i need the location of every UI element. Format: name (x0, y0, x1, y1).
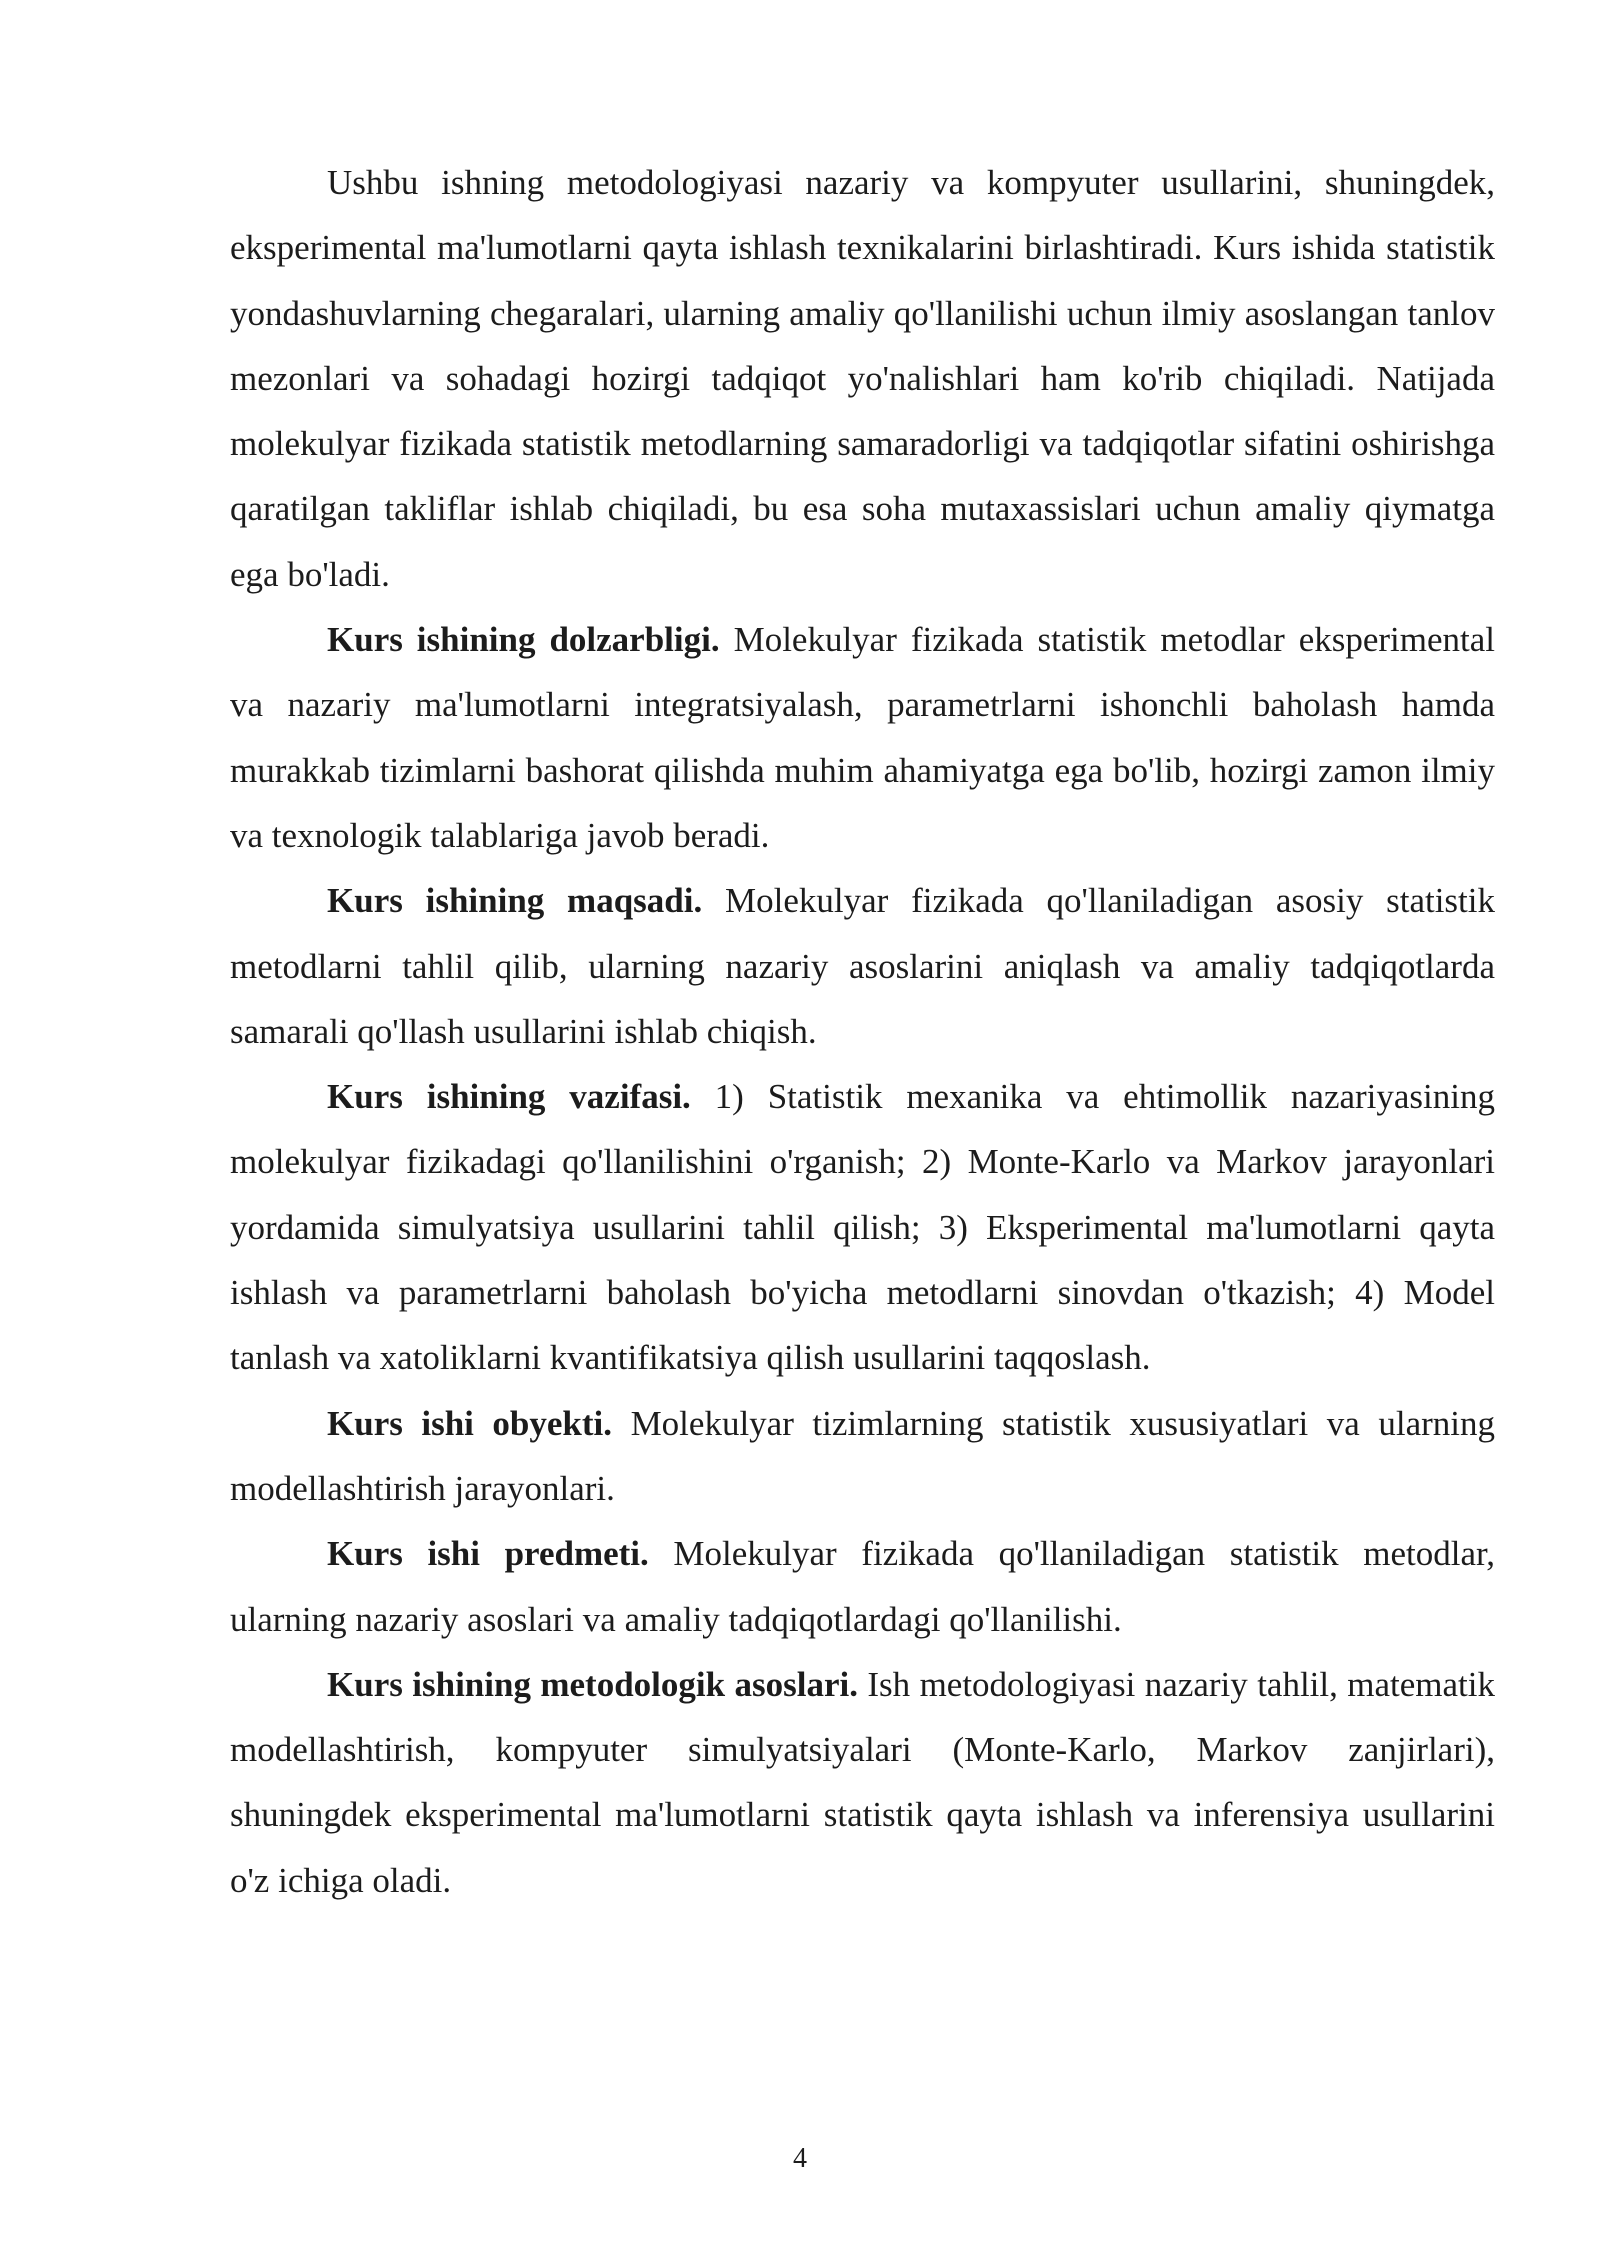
paragraph-object (230, 1391, 1495, 1522)
paragraph-subject (230, 1521, 1495, 1652)
paragraph-text: Ushbu ishning metodologiyasi nazariy va kompyuter usullarini, shuningdek, eksperimental ma'lumotlarni qayta ishlash texnikalarini birlashtiradi. Kurs ishida statistik yondashuvlarning chegaralari, ularning amaliy qo'llanilishi uchun ilmiy asoslangan tanlov mezonlari va sohadagi hozirgi tadqiqot yo'nalishlari ham ko'rib chiqiladi. Natijada molekulyar fizikada statistik metodlarning samaradorligi va tadqiqotlar sifatini oshirishga qaratilgan takliflar ishlab chiqiladi, bu esa soha mutaxassislari uchun amaliy qiymatga ega bo'ladi. (230, 163, 1495, 594)
paragraph-heading: Kurs ishi predmeti. (327, 1534, 649, 1574)
paragraph-relevance (230, 607, 1495, 868)
paragraph-methodological-basis (230, 1652, 1495, 1913)
paragraph-text: Molekulyar tizimlarning statistik xususiyatlari va ularning modellashtirish jarayonlari. (230, 1403, 1495, 1508)
paragraph-heading: Kurs ishining maqsadi. (327, 881, 703, 921)
paragraph-text: 1) Statistik mexanika va ehtimollik nazariyasining molekulyar fizikadagi qo'llanilishini o'rganish; 2) Monte-Karlo va Markov jarayonlari yordamida simulyatsiya usullarini tahlil qilish; 3) Eksperimental ma'lumotlarni qayta ishlash va parametrlarni baholash bo'yicha metodlarni sinovdan o'tkazish; 4) Model tanlash va xatoliklarni kvantifikatsiya qilish usullarini taqqoslash. (230, 1077, 1495, 1378)
page-number: 4 (793, 2143, 807, 2174)
paragraph-heading: Kurs ishining dolzarbligi. (327, 620, 720, 660)
paragraph-text: Molekulyar fizikada qo'llaniladigan asosiy statistik metodlarni tahlil qilib, ularning nazariy asoslarini aniqlash va amaliy tadqiqotlarda samarali qo'llash usullarini ishlab chiqish. (230, 881, 1495, 1051)
paragraph-text: Ish metodologiyasi nazariy tahlil, matematik modellashtirish, kompyuter simulyatsiyalari (Monte-Karlo, Markov zanjirlari), shuningdek eksperimental ma'lumotlarni statistik qayta ishlash va inferensiya usullarini o'z ichiga oladi. (230, 1664, 1496, 1900)
paragraph-tasks (230, 1064, 1495, 1390)
paragraph-text: Molekulyar fizikada qo'llaniladigan statistik metodlar, ularning nazariy asoslari va amaliy tadqiqotlardagi qo'llanilishi. (230, 1534, 1495, 1639)
paragraph-heading: Kurs ishining metodologik asoslari. (327, 1664, 858, 1704)
paragraph-goal (230, 868, 1495, 1064)
paragraph-heading: Kurs ishi obyekti. (327, 1403, 613, 1443)
paragraph-methodology-intro (230, 150, 1495, 607)
paragraph-heading: Kurs ishining vazifasi. (327, 1077, 691, 1117)
page-body (230, 150, 1495, 1913)
paragraph-text: Molekulyar fizikada statistik metodlar eksperimental va nazariy ma'lumotlarni integratsiyalash, parametrlarni ishonchli baholash hamda murakkab tizimlarni bashorat qilishda muhim ahamiyatga ega bo'lib, hozirgi zamon ilmiy va texnologik talablariga javob beradi. (230, 620, 1496, 855)
